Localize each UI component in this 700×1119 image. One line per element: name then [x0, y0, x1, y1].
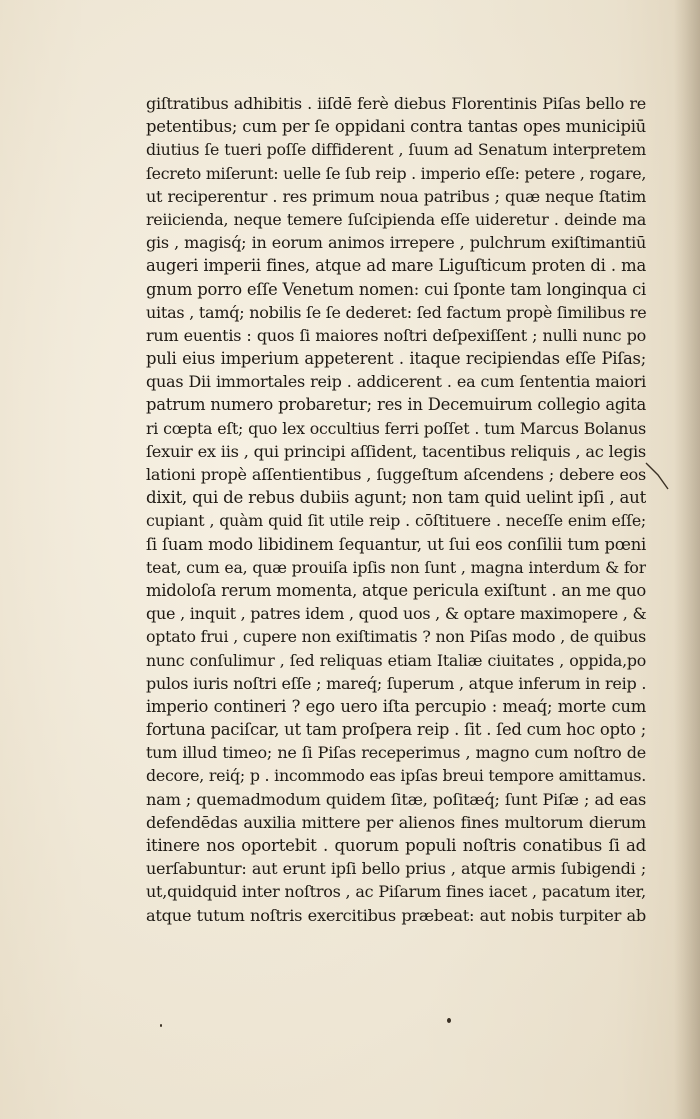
- text-line: augeri imperii fines, atque ad mare Liguſticum proten di . ma: [146, 256, 646, 276]
- page-edge-shadow: [674, 0, 700, 1119]
- text-line: ſecreto miſerunt: uelle ſe ſub reip . imperio eſſe: petere , rogare,: [146, 163, 646, 183]
- text-line: petentibus; cum per ſe oppidani contra tantas opes municipiū: [146, 117, 646, 137]
- text-line: giſtratibus adhibitis . iiſdē ferè diebus Florentinis Piſas bello re: [146, 94, 646, 113]
- text-line: gis , magisq́; in eorum animos irrepere , pulchrum exiſtimantiū: [146, 233, 646, 253]
- text-line: tum illud timeo; ne ſi Piſas receperimus , magno cum noſtro de: [146, 743, 646, 763]
- text-line: defendēdas auxilia mittere per alienos fines multorum dierum: [146, 812, 646, 832]
- text-line: dixit, qui de rebus dubiis agunt; non tam quid uelint ipſi , aut: [146, 488, 646, 508]
- text-line: que , inquit , patres idem , quod uos , & optare maximopere , &: [146, 604, 646, 624]
- text-line: lationi propè aſſentientibus , ſuggeſtum aſcendens ; debere eos: [146, 465, 646, 484]
- text-line: quas Dii immortales reip . addicerent . ea cum ſententia maiori: [146, 372, 646, 392]
- text-line: reiicienda, neque temere ſuſcipienda eſſe uideretur . deinde ma: [146, 209, 646, 229]
- text-line: ut reciperentur . res primum noua patribus ; quæ neque ſtatim: [146, 186, 646, 206]
- text-line: puli eius imperium appeterent . itaque recipiendas eſſe Piſas;: [146, 349, 646, 369]
- text-line: decore, reiq́; p . incommodo eas ipſas breui tempore amittamus.: [146, 766, 646, 786]
- text-line: ut,quidquid inter noſtros , ac Piſarum fines iacet , pacatum iter,: [146, 882, 646, 902]
- marginal-mark-icon: [644, 455, 672, 495]
- text-line: optato frui , cupere non exiſtimatis ? non Piſas modo , de quibus: [146, 627, 646, 647]
- body-text: [146, 92, 646, 927]
- text-line: patrum numero probaretur; res in Decemuirum collegio agita: [146, 395, 646, 415]
- text-line: uitas , tamq́; nobilis ſe ſe dederet: ſed factum propè ſimilibus re: [146, 302, 646, 322]
- text-line: diutius ſe tueri poſſe diffiderent , ſuum ad Senatum interpretem: [146, 140, 646, 160]
- text-line: nunc conſulimur , ſed reliquas etiam Italiæ ciuitates , oppida,po: [146, 650, 646, 670]
- text-line: uerſabuntur: aut erunt ipſi bello prius , atque armis ſubigendi ;: [146, 859, 646, 879]
- text-line: ſexuir ex iis , qui principi aſſident, tacentibus reliquis , ac legis: [146, 441, 646, 461]
- text-line: imperio contineri ? ego uero iſta percupio : meaq́; morte cum: [146, 696, 646, 716]
- text-line: cupiant , quàm quid ſit utile reip . cōſtituere . neceſſe enim eſſe;: [146, 511, 646, 531]
- text-line: itinere nos oportebit . quorum populi noſtris conatibus ſi ad: [146, 836, 646, 855]
- page-speck: [160, 1024, 162, 1027]
- text-line: ri cœpta eſt; quo lex occultius ferri poſſet . tum Marcus Bolanus: [146, 418, 646, 438]
- text-line: atque tutum noſtris exercitibus præbeat: aut nobis turpiter ab: [146, 905, 646, 925]
- text-line: rum euentis : quos ſi maiores noſtri deſpexiſſent ; nulli nunc po: [146, 325, 646, 345]
- page-speck: [447, 1018, 451, 1023]
- text-line: fortuna paciſcar, ut tam proſpera reip . ſit . ſed cum hoc opto ;: [146, 720, 646, 740]
- text-line: ſi ſuam modo libidinem ſequantur, ut ſui eos conſilii tum pœni: [146, 534, 646, 554]
- text-line: pulos iuris noſtri eſſe ; mareq́; ſuperum , atque inferum in reip .: [146, 673, 646, 693]
- text-line: midoloſa rerum momenta, atque pericula exiſtunt . an me quo: [146, 580, 646, 600]
- text-line: gnum porro eſſe Venetum nomen: cui ſponte tam longinqua ci: [146, 279, 646, 299]
- text-line: nam ; quemadmodum quidem ſitæ, poſitæq́; ſunt Piſæ ; ad eas: [146, 789, 646, 809]
- text-line: teat, cum ea, quæ prouiſa ipſis non ſunt , magna interdum & for: [146, 557, 646, 577]
